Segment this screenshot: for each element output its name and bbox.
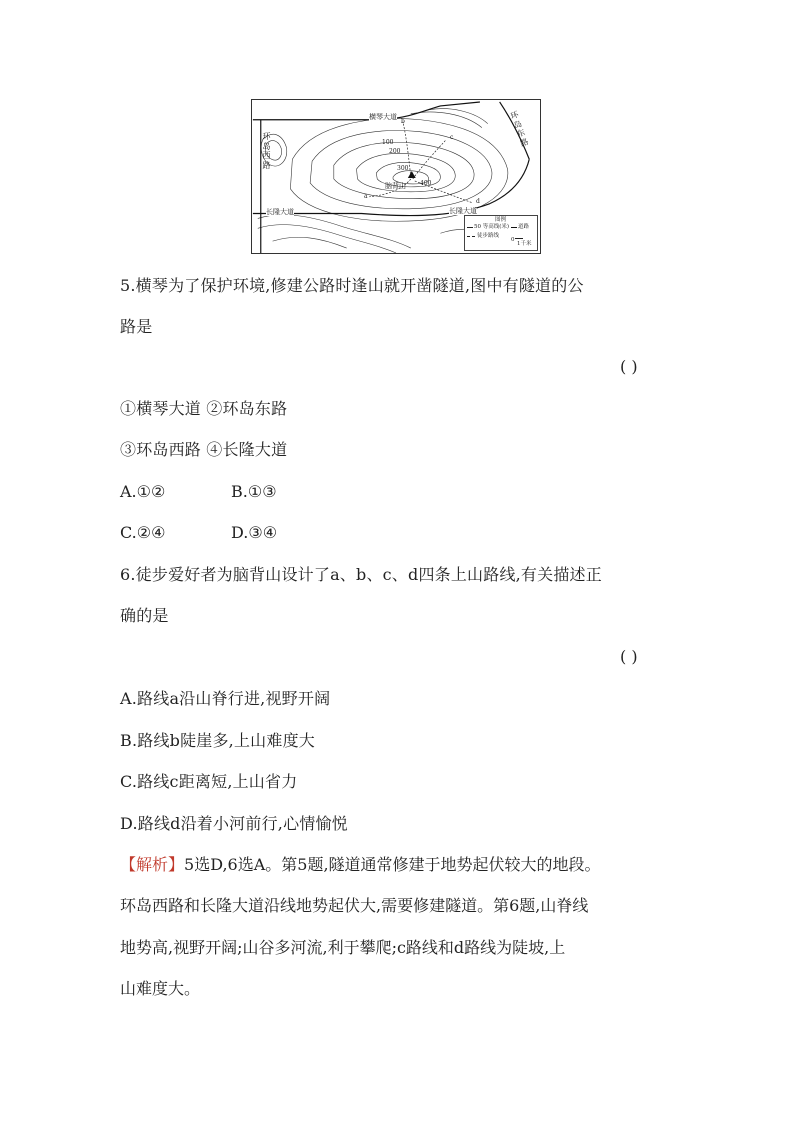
summit-triangle: [408, 171, 416, 178]
q5-option-d: D.③④: [231, 523, 278, 542]
label-route-c: c: [450, 134, 454, 141]
label-route-b: b: [401, 118, 405, 125]
q5-option-b: B.①③: [231, 482, 277, 501]
analysis-line3: 地势高,视野开阔;山谷多河流,利于攀爬;c路线和d路线为陡坡,上: [120, 938, 566, 957]
q5-stem-line1: 5.横琴为了保护环境,修建公路时逢山就开凿隧道,图中有隧道的公: [120, 276, 584, 295]
legend-scale-zero: 0: [511, 237, 515, 243]
label-contour-100: 100: [382, 139, 394, 146]
legend-trail-swatch: [467, 236, 475, 237]
q5-choices-row1: ①横琴大道 ②环岛东路: [120, 399, 288, 418]
label-west-road: 环岛西路: [262, 132, 271, 170]
contour-line: [258, 215, 411, 248]
contour-line: [273, 237, 347, 248]
label-contour-200: 200: [389, 148, 401, 155]
label-changlong-left: 长隆大道: [266, 208, 294, 216]
label-contour-300: 300: [397, 165, 409, 172]
road-hengqin-avenue: [253, 102, 480, 120]
contour-line: [429, 109, 488, 124]
q6-answer-paren: ( ): [620, 647, 638, 666]
analysis-line1-text: 5选D,6选A。第5题,隧道通常修建于地势起伏较大的地段。: [184, 855, 601, 874]
legend-road: 道路: [518, 224, 530, 230]
label-hengqin-avenue: 横琴大道: [369, 113, 397, 121]
analysis-line4: 山难度大。: [120, 979, 201, 998]
q5-choices-row2: ③环岛西路 ④长隆大道: [120, 440, 288, 459]
legend-contour-swatch: [467, 227, 473, 228]
q6-stem-line1: 6.徒步爱好者为脑背山设计了a、b、c、d四条上山路线,有关描述正: [120, 565, 602, 584]
label-route-d: d: [476, 198, 480, 205]
legend-scale-unit: 1千米: [517, 241, 532, 247]
contour-line: [258, 225, 396, 253]
map-legend: [464, 215, 538, 251]
q6-option-c: C.路线c距离短,上山省力: [120, 772, 298, 791]
legend-road-swatch: [511, 227, 517, 228]
q6-stem-line2: 确的是: [120, 606, 169, 625]
analysis-line2: 环岛西路和长隆大道沿线地势起伏大,需要修建隧道。第6题,山脊线: [120, 896, 589, 915]
label-route-a: a: [364, 193, 368, 200]
legend-trail: 徒步路线: [477, 233, 500, 239]
q5-stem-line2: 路是: [120, 317, 153, 336]
legend-scale-bar: [515, 238, 523, 239]
q5-option-a: A.①②: [120, 482, 166, 501]
q6-option-d: D.路线d沿着小河前行,心情愉悦: [120, 814, 348, 833]
analysis-tag: 【解析】: [120, 855, 185, 874]
q6-option-a: A.路线a沿山脊行进,视野开阔: [120, 689, 331, 708]
legend-title: 图例: [495, 217, 507, 223]
analysis-line1: [120, 855, 601, 875]
label-changlong-right: 长隆大道: [449, 207, 477, 215]
q5-answer-paren: ( ): [620, 357, 638, 376]
label-east-road: 环岛东路: [509, 109, 530, 148]
topographic-map: [251, 99, 541, 254]
q5-option-c: C.②④: [120, 523, 166, 542]
label-mountain: 脑背山: [385, 182, 406, 190]
legend-contour: 50 等高线(米): [474, 224, 510, 230]
label-contour-400: 400: [420, 180, 432, 187]
q6-option-b: B.路线b陡崖多,上山难度大: [120, 731, 315, 750]
